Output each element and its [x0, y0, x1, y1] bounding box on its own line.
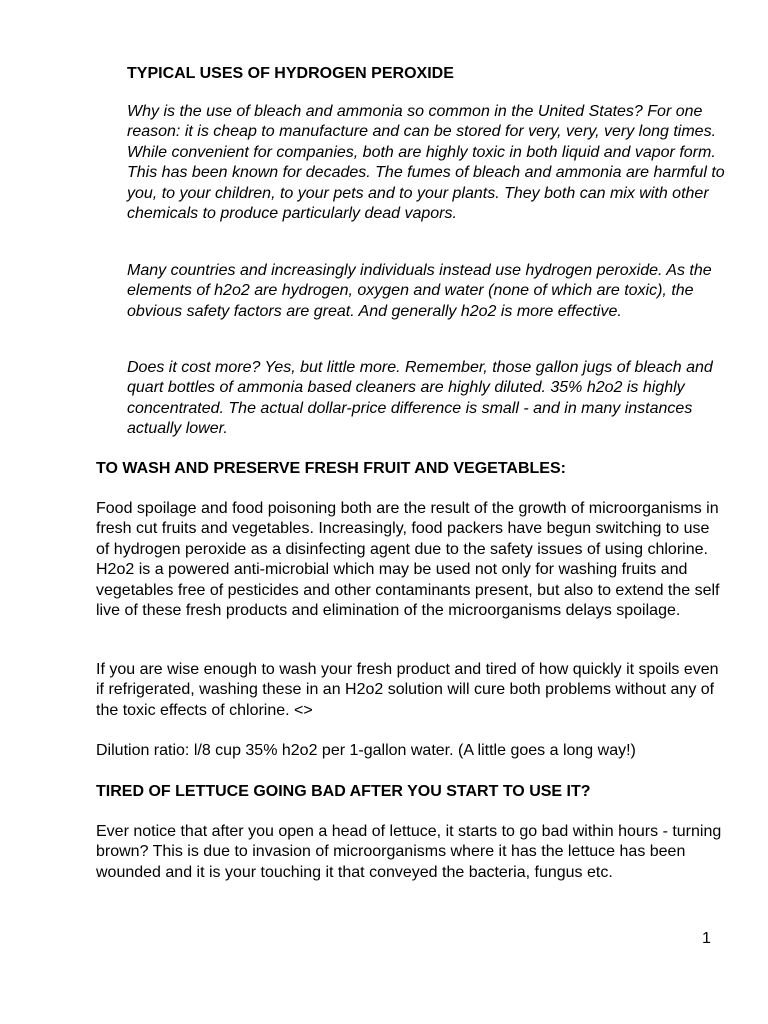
section-heading-fruit: TO WASH AND PRESERVE FRESH FRUIT AND VEGETABLES:: [96, 460, 566, 477]
paragraph-wash-product: If you are wise enough to wash your fresh product and tired of how quickly it spoils even if refrigerated, washing these in an H2o2 solution will cure both problems without any of the toxic effects of chlorine. <>: [96, 661, 719, 719]
document-title: TYPICAL USES OF HYDROGEN PEROXIDE: [127, 65, 454, 82]
intro-paragraph-price: Does it cost more? Yes, but little more. Remember, those gallon jugs of bleach and quart bottles of ammonia based cleaners are highly diluted. 35% h2o2 is highly concentrated. The actual dollar-price difference is small - and in many instances actually lower.: [127, 359, 713, 438]
paragraph-dilution-ratio: Dilution ratio: l/8 cup 35% h2o2 per 1-gallon water. (A little goes a long way!): [96, 742, 636, 759]
paragraph-lettuce: Ever notice that after you open a head of lettuce, it starts to go bad within hours - turning brown? This is due to invasion of microorganisms where it has the lettuce has been wounded and it is your touching it that conveyed the bacteria, fungus etc.: [96, 823, 722, 881]
intro-paragraph-alternatives: Many countries and increasingly individuals instead use hydrogen peroxide. As the elements of h2o2 are hydrogen, oxygen and water (none of which are toxic), the obvious safety factors are great. And generally h2o2 is more effective.: [127, 262, 712, 320]
page-number: 1: [702, 930, 711, 947]
intro-paragraph-cost: Why is the use of bleach and ammonia so common in the United States? For one reason: it is cheap to manufacture and can be stored for very, very, very long times. While convenient for companies, both are highly toxic in both liquid and vapor form. This has been known for decades. The fumes of bleach and ammonia are harmful to you, to your children, to your pets and to your plants. They both can mix with other chemicals to produce particularly dead vapors.: [127, 103, 725, 223]
paragraph-food-spoilage: Food spoilage and food poisoning both are the result of the growth of microorganisms in fresh cut fruits and vegetables. Increasingly, food packers have begun switching to use of hydrogen peroxide as a disinfecting agent due to the safety issues of using chlorine. H2o2 is a powered anti-microbial which may be used not only for washing fruits and vegetables free of pesticides and other contaminants present, but also to extend the self live of these fresh products and elimination of the microorganisms delays spoilage.: [96, 500, 720, 620]
section-heading-lettuce: TIRED OF LETTUCE GOING BAD AFTER YOU START TO USE IT?: [96, 783, 591, 800]
